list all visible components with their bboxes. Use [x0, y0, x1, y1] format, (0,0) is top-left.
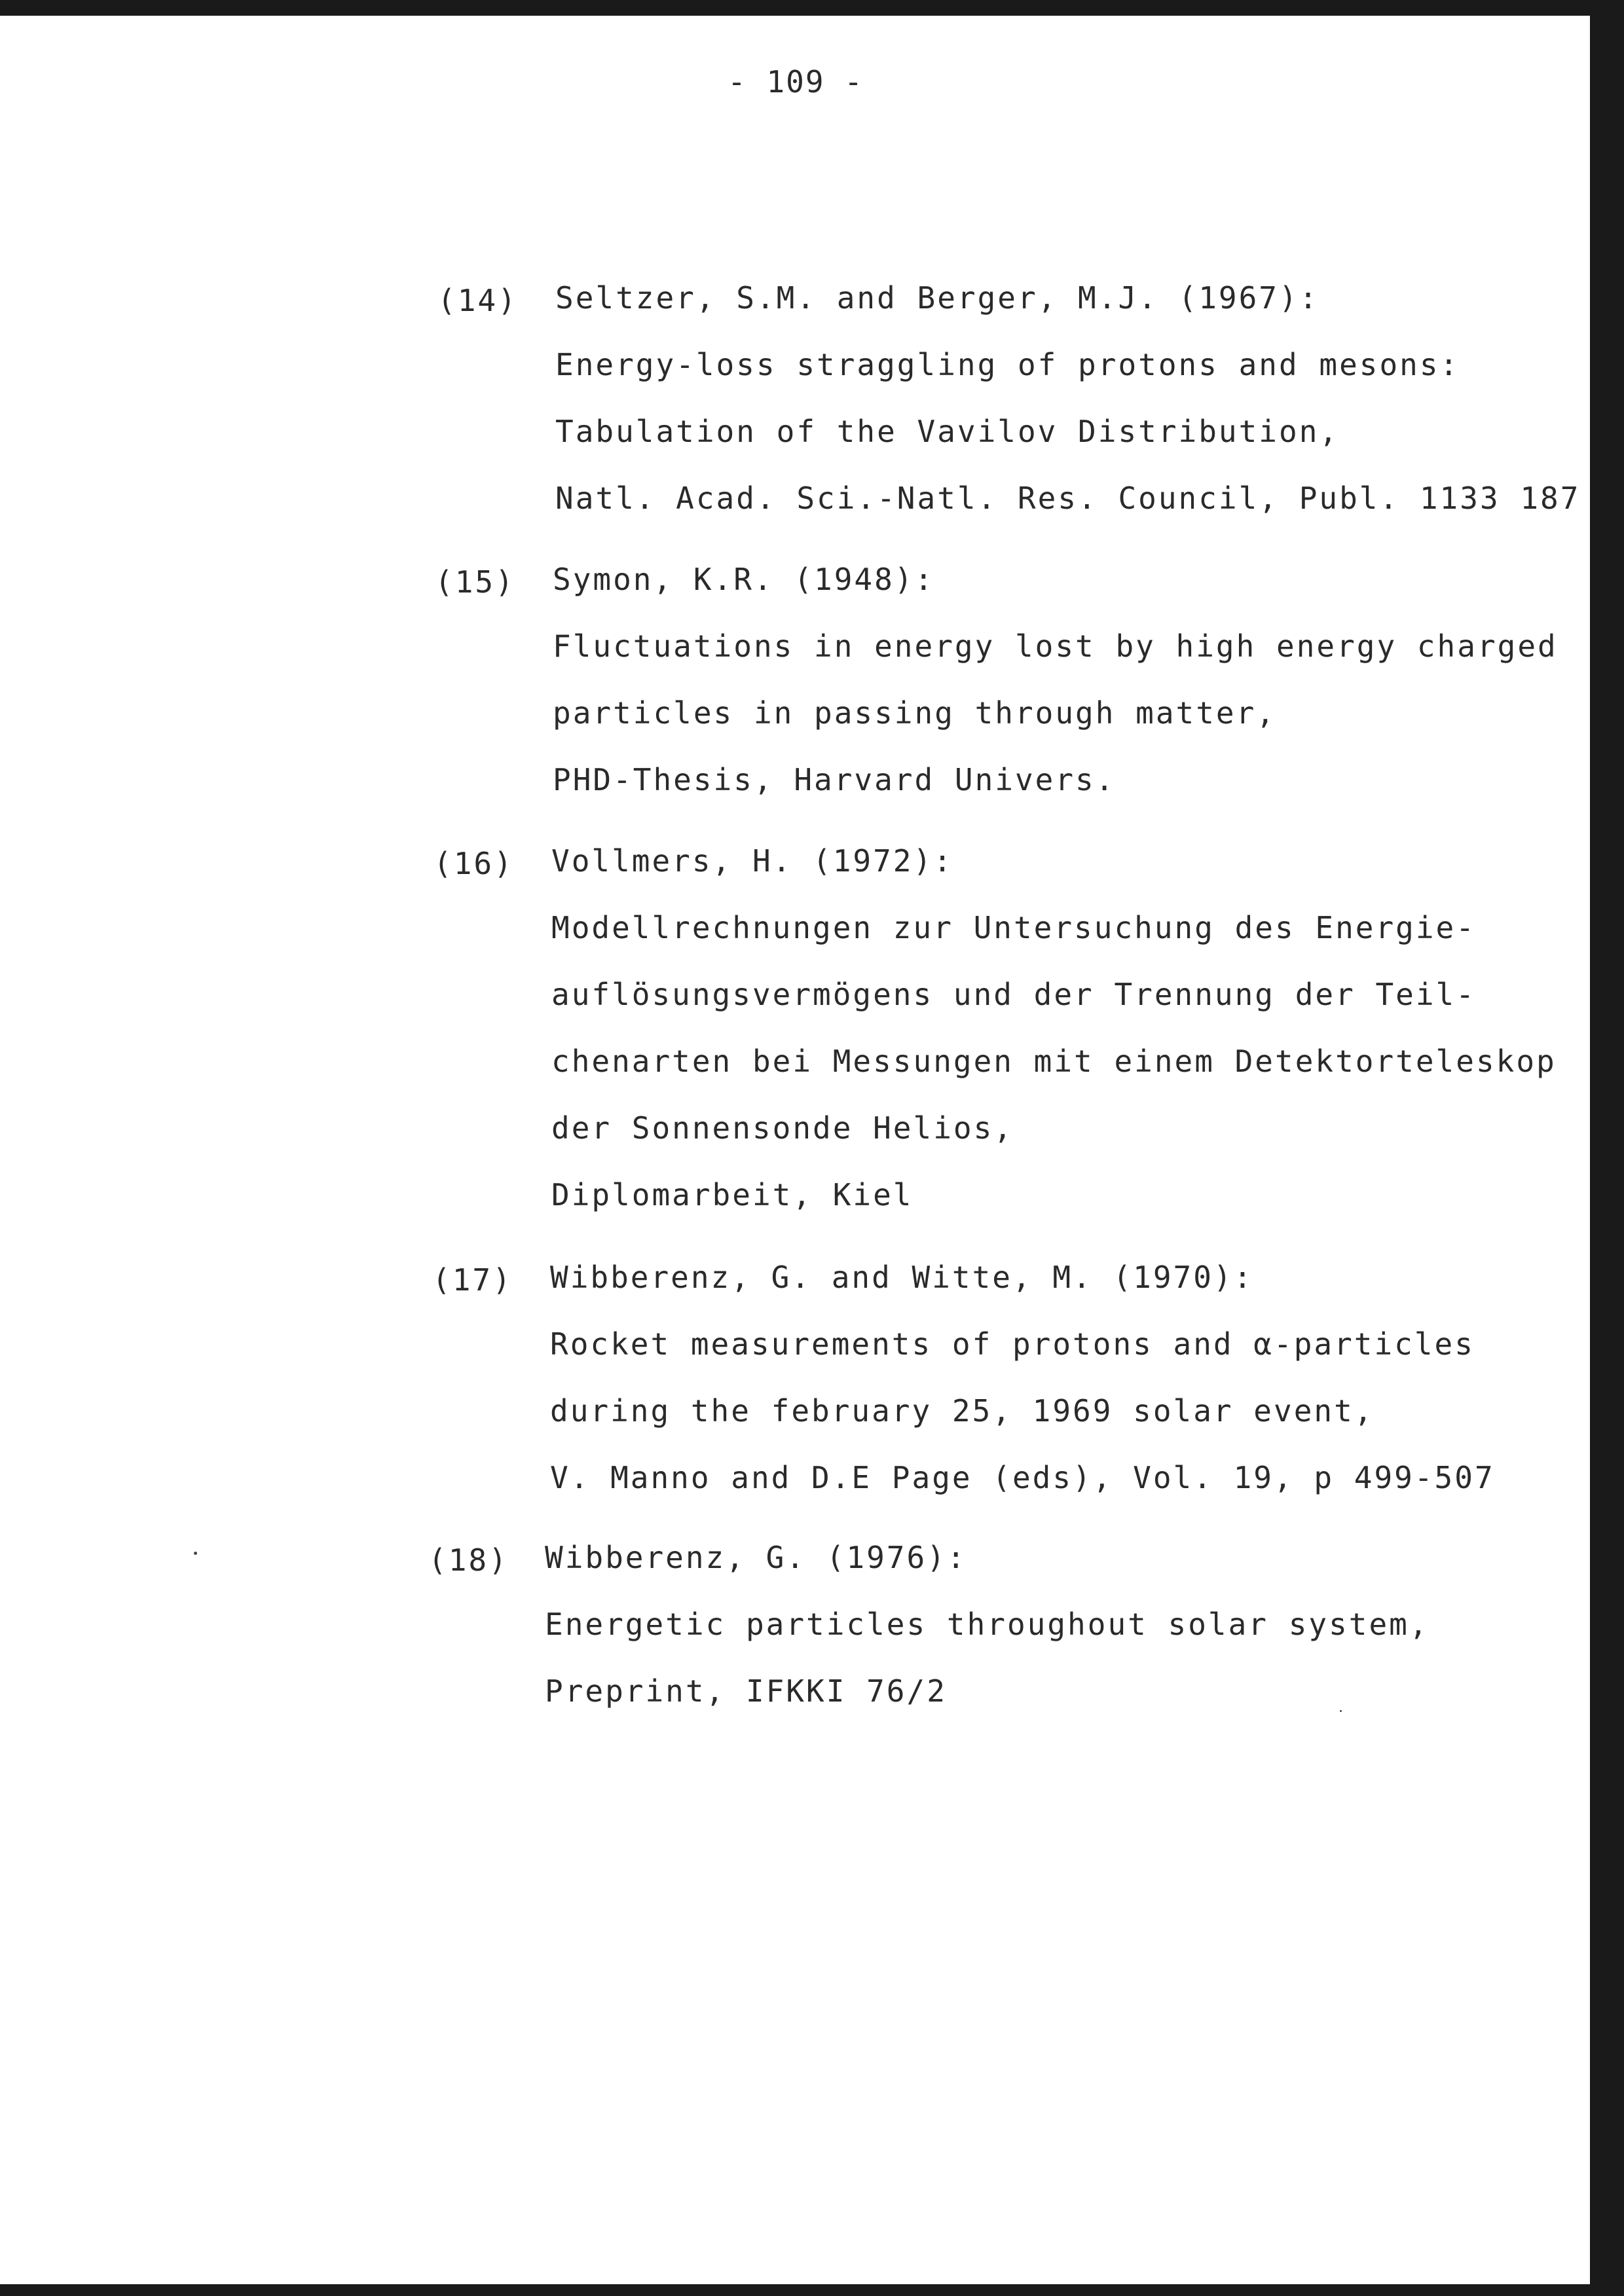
scan-border-right: [1590, 0, 1624, 2296]
reference-line: Energetic particles throughout solar system,: [545, 1607, 1430, 1642]
reference-author-line: Wibberenz, G. and Witte, M. (1970):: [550, 1260, 1254, 1295]
reference-number: (15): [435, 564, 515, 600]
reference-line: particles in passing through matter,: [553, 695, 1276, 731]
reference-number: (18): [428, 1542, 509, 1578]
reference-author-line: Symon, K.R. (1948):: [553, 562, 935, 597]
reference-number: (16): [434, 846, 514, 881]
reference-line: PHD-Thesis, Harvard Univers.: [553, 762, 1116, 797]
reference-line: auflösungsvermögens und der Trennung der Teil-: [551, 977, 1476, 1012]
scan-border-bottom: [0, 2284, 1624, 2296]
scan-border-top: [0, 0, 1624, 16]
reference-number: (17): [432, 1262, 513, 1298]
page-number: - 109 -: [728, 64, 864, 100]
reference-line: during the february 25, 1969 solar event,: [550, 1393, 1375, 1429]
reference-author-line: Wibberenz, G. (1976):: [545, 1540, 967, 1575]
scan-speck: [194, 1552, 197, 1555]
reference-line: Fluctuations in energy lost by high energy charged: [553, 629, 1558, 664]
reference-line: Rocket measurements of protons and α-particles: [550, 1326, 1475, 1362]
scan-speck: [1340, 1710, 1342, 1712]
reference-number: (14): [437, 283, 518, 318]
reference-line: Modellrechnungen zur Untersuchung des Energie-: [551, 910, 1476, 945]
reference-line: Preprint, IFKKI 76/2: [545, 1673, 947, 1709]
reference-author-line: Seltzer, S.M. and Berger, M.J. (1967):: [555, 280, 1320, 316]
reference-line: Energy-loss straggling of protons and mesons:: [555, 347, 1460, 382]
reference-line: V. Manno and D.E Page (eds), Vol. 19, p 499-507: [550, 1460, 1495, 1495]
reference-line: der Sonnensonde Helios,: [551, 1110, 1014, 1146]
reference-author-line: Vollmers, H. (1972):: [551, 843, 953, 879]
reference-line: Diplomarbeit, Kiel: [551, 1177, 913, 1212]
reference-line: Natl. Acad. Sci.-Natl. Res. Council, Publ. 1133 187: [555, 481, 1581, 516]
reference-line: chenarten bei Messungen mit einem Detektorteleskop: [551, 1044, 1557, 1079]
reference-line: Tabulation of the Vavilov Distribution,: [555, 414, 1340, 449]
